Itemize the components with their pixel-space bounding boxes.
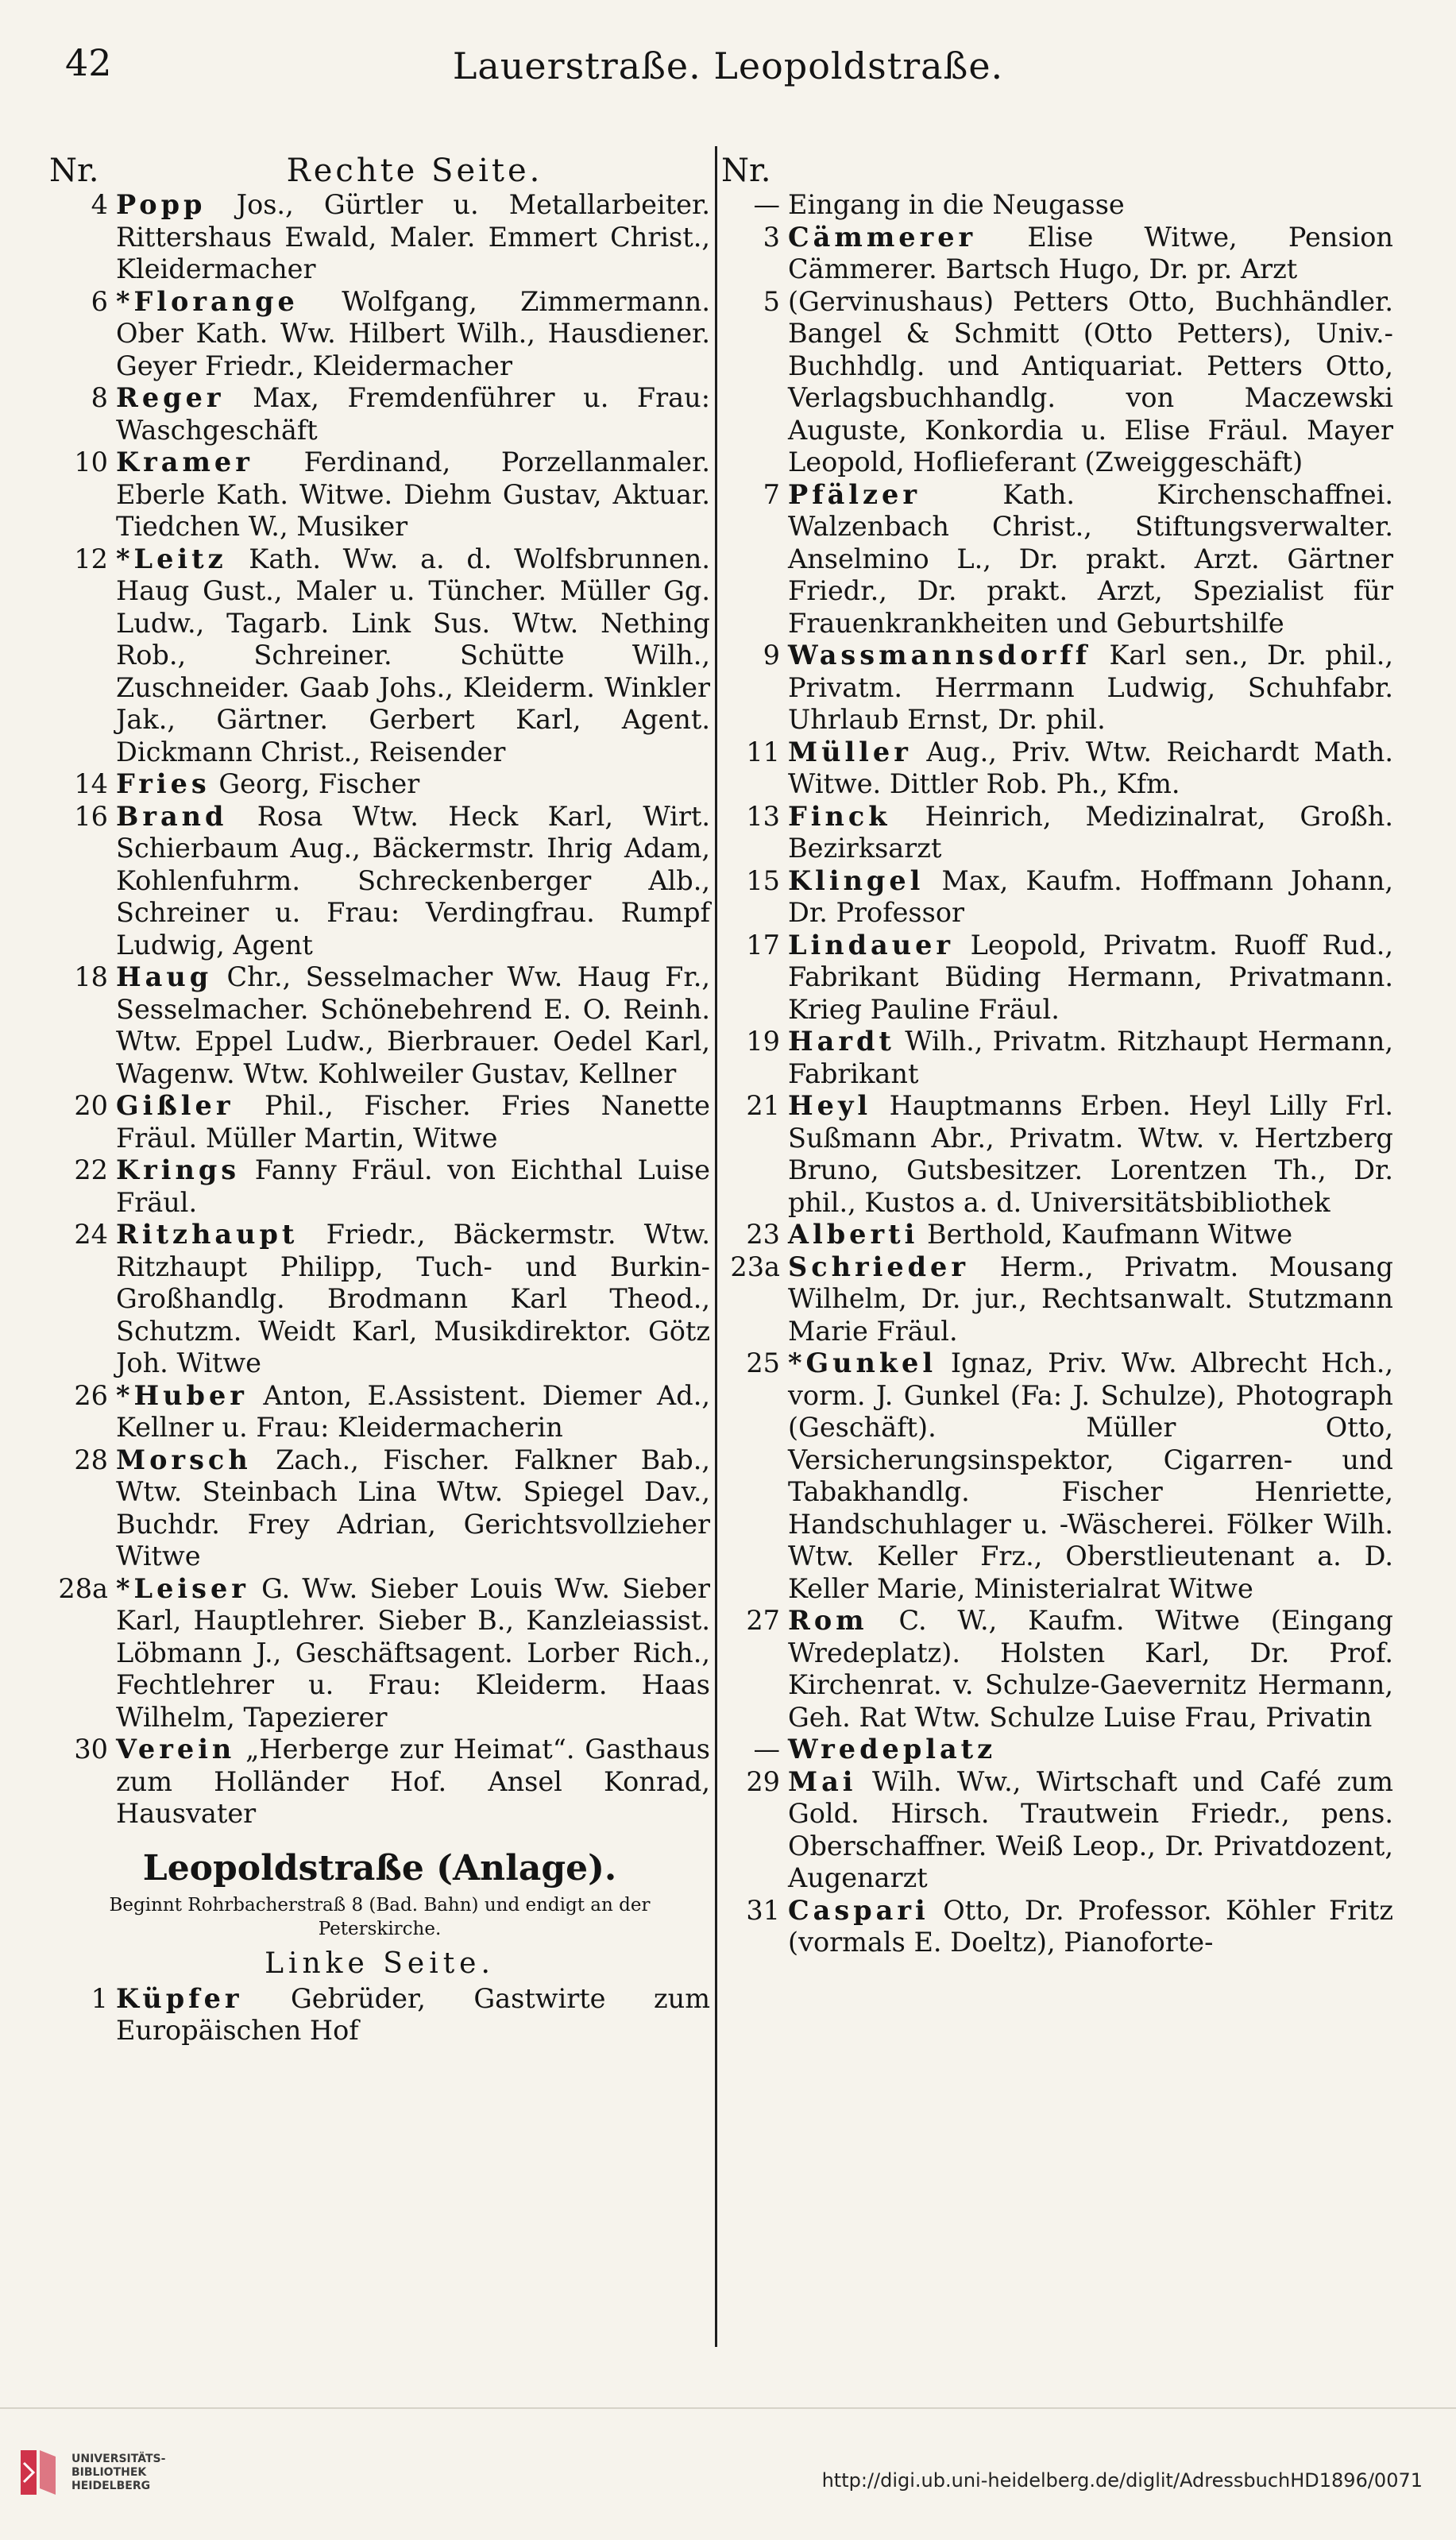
directory-entry (49, 286, 710, 383)
entry-text (116, 382, 710, 447)
entry-text (788, 1026, 1393, 1090)
directory-entry (49, 1734, 710, 1831)
entry-text (116, 1154, 710, 1219)
resident-name: Wredeplatz (788, 1734, 997, 1765)
entry-text (788, 1251, 1393, 1348)
resident-name: Rom (788, 1605, 868, 1636)
page-number: 42 (65, 41, 112, 84)
house-number: 16 (74, 800, 108, 832)
directory-entry (49, 382, 710, 447)
entry-list (49, 1983, 710, 2047)
directory-entry (49, 1573, 710, 1734)
entry-details: Chr., Sesselmacher Ww. Haug Fr., Sesselmacher. Schönebehrend E. O. Reinh. Wtw. Eppel Ludw., Bierbrauer. Oedel Karl, Wagenw. Wtw. Kohlweiler Gustav, Kellner (116, 961, 710, 1089)
house-number: 7 (763, 478, 780, 510)
entry-text (116, 543, 710, 769)
directory-entry (721, 1026, 1393, 1090)
nr-label: Nr. (49, 153, 99, 189)
entry-details: Aug., Priv. Wtw. Reichardt Math. Witwe. Dittler Rob. Ph., Kfm. (788, 736, 1393, 799)
resident-name: Brand (116, 800, 228, 832)
resident-name: Schrieder (788, 1251, 970, 1282)
entry-details: Herm., Privatm. Mousang Wilhelm, Dr. jur., Rechtsanwalt. Stutzmann Marie Fräul. (788, 1251, 1393, 1347)
entry-text (116, 801, 710, 962)
left-column-header (49, 141, 710, 189)
resident-name: Kramer (116, 447, 253, 477)
directory-entry (49, 1380, 710, 1444)
entry-text (116, 189, 710, 286)
entry-text (788, 865, 1393, 930)
house-number: 4 (91, 189, 108, 220)
running-head: Lauerstraße. Leopoldstraße. (452, 44, 1004, 87)
house-number: 28a (58, 1572, 108, 1604)
directory-entry (721, 930, 1393, 1026)
house-number: 18 (74, 961, 108, 992)
entry-text (788, 640, 1393, 736)
directory-entry (49, 768, 710, 801)
entry-details: Elise Witwe, Pension Cämmerer. Bartsch Hugo, Dr. pr. Arzt (788, 221, 1393, 284)
house-number: 8 (91, 382, 108, 413)
resident-name: Klingel (788, 864, 925, 896)
entry-text (788, 1895, 1393, 1959)
directory-entry (49, 1154, 710, 1219)
entry-details: Max, Fremdenführer u. Frau: Waschgeschäft (116, 382, 710, 446)
directory-entry (49, 961, 710, 1090)
entry-text (116, 961, 710, 1090)
directory-entry (49, 1983, 710, 2047)
resident-name: *Gunkel (788, 1347, 937, 1378)
entry-details: (Gervinushaus) Petters Otto, Buchhändler. Bangel & Schmitt (Otto Petters), Univ.-Buchhdlg. und Antiquariat. Petters Otto, Verlagsbuchhandlg. von Maczewski Auguste, Konkordia u. Elise Fräul. Mayer Leopold, Hoflieferant (Zweiggeschäft) (788, 285, 1393, 477)
house-number: 30 (74, 1734, 108, 1765)
resident-name: Alberti (788, 1219, 919, 1250)
entry-text (788, 1090, 1393, 1219)
entry-text (116, 1380, 710, 1444)
entry-details: Karl sen., Dr. phil., Privatm. Herrmann Ludwig, Schuhfabr. Uhrlaub Ernst, Dr. phil. (788, 640, 1393, 735)
resident-name: Reger (116, 382, 225, 413)
entry-details: Phil., Fischer. Fries Nanette Fräul. Müller Martin, Witwe (116, 1090, 710, 1154)
house-number: 19 (746, 1026, 780, 1057)
house-number: 15 (746, 864, 780, 896)
entry-details: Rosa Wtw. Heck Karl, Wirt. Schierbaum Aug., Bäckermstr. Ihrig Adam, Kohlenfuhrm. Schreckenberger Alb., Schreiner u. Frau: Verdingfrau. Rumpf Ludwig, Agent (116, 800, 710, 961)
entry-details: Gebrüder, Gastwirte zum Europäischen Hof (116, 1982, 710, 2046)
house-number: 22 (74, 1154, 108, 1185)
entry-details: Zach., Fischer. Falkner Bab., Wtw. Steinbach Lina Wtw. Spiegel Dav., Buchdr. Frey Adrian, Gerichtsvollzieher Witwe (116, 1444, 710, 1572)
entry-details: Ferdinand, Porzellanmaler. Eberle Kath. Witwe. Diehm Gustav, Aktuar. Tiedchen W., Musiker (116, 447, 710, 542)
house-number: 24 (74, 1219, 108, 1250)
entry-details: Ignaz, Priv. Ww. Albrecht Hch., vorm. J. Gunkel (Fa: J. Schulze), Photograph (Geschäft). Müller Otto, Versicherungsinspektor, Cigarren- und Tabakhandlg. Fischer Henriette, Handschuhlager u. -Wäscherei. Fölker Wilh. Wtw. Keller Frz., Oberstlieutenant a. D. Keller Marie, Ministerialrat Witwe (788, 1347, 1393, 1604)
directory-entry (721, 222, 1393, 286)
entry-details: G. Ww. Sieber Louis Ww. Sieber Karl, Hauptlehrer. Sieber B., Kanzleiassist. Löbmann J., Geschäftsagent. Lorber Rich., Fechtlehrer u. Frau: Kleiderm. Haas Wilhelm, Tapezierer (116, 1572, 710, 1733)
resident-name: *Florange (116, 285, 299, 317)
house-number: 3 (763, 221, 780, 253)
directory-entry (721, 1347, 1393, 1605)
house-number: 29 (746, 1765, 780, 1797)
directory-entry (49, 1444, 710, 1573)
entry-text (788, 286, 1393, 479)
directory-entry (721, 865, 1393, 930)
house-number: 1 (91, 1982, 108, 2014)
entry-text (788, 1347, 1393, 1605)
directory-entry (721, 286, 1393, 479)
entry-text (116, 1090, 710, 1154)
entry-details: Kath. Ww. a. d. Wolfsbrunnen. Haug Gust., Maler u. Tüncher. Müller Gg. Ludw., Tagarb. Link Sus. Wtw. Nething Rob., Schreiner. Schütte Wilh., Zuschneider. Gaab Johs., Kleiderm. Winkler Jak., Gärtner. Gerbert Karl, Agent. Dickmann Christ., Reisender (116, 543, 710, 767)
entry-text (788, 189, 1393, 222)
directory-entry (721, 1251, 1393, 1348)
entry-text (116, 1219, 710, 1380)
directory-entry (49, 447, 710, 543)
resident-name: Ritzhaupt (116, 1219, 299, 1250)
resident-name: Lindauer (788, 929, 955, 961)
entry-details: Kath. Kirchenschaffnei. Walzenbach Christ., Stiftungsverwalter. Anselmino L., Dr. prakt. Arzt. Gärtner Friedr., Dr. prakt. Arzt, Spezialist für Frauenkrankheiten und Geburtshilfe (788, 478, 1393, 639)
resident-name: Finck (788, 800, 891, 832)
side-heading: Rechte Seite. (286, 153, 543, 189)
entry-details: Jos., Gürtler u. Metallarbeiter. Rittershaus Ewald, Maler. Emmert Christ., Kleidermacher (116, 189, 710, 284)
house-number: 14 (74, 768, 108, 799)
resident-name: *Leiser (116, 1572, 249, 1604)
right-column-header (721, 141, 1393, 189)
right-column (721, 141, 1393, 1959)
house-number: 27 (746, 1605, 780, 1636)
entry-text (116, 1983, 710, 2047)
entry-details: Fanny Fräul. von Eichthal Luise Fräul. (116, 1154, 711, 1218)
house-number: 10 (74, 447, 108, 477)
entry-details: Otto, Dr. Professor. Köhler Fritz (vormals E. Doeltz), Pianoforte- (788, 1894, 1393, 1958)
house-number: 5 (763, 285, 780, 317)
entry-details: Leopold, Privatm. Ruoff Rud., Fabrikant Büding Hermann, Privatmann. Krieg Pauline Fräul. (788, 929, 1393, 1025)
house-number: 17 (746, 929, 780, 961)
resident-name: Popp (116, 189, 207, 220)
entry-details: Berthold, Kaufmann Witwe (926, 1219, 1293, 1250)
house-number: 23 (746, 1219, 780, 1250)
directory-entry (721, 1090, 1393, 1219)
directory-entry (721, 801, 1393, 865)
directory-entry (721, 1766, 1393, 1895)
resident-name: *Leitz (116, 543, 227, 574)
street-note: Beginnt Rohrbacherstraß 8 (Bad. Bahn) und endigt an der Peterskirche. (109, 1894, 651, 1939)
resident-name: Krings (116, 1154, 241, 1185)
nr-label: Nr. (721, 153, 771, 189)
left-column (49, 141, 710, 2047)
entry-details: Wolfgang, Zimmermann. Ober Kath. Ww. Hilbert Wilh., Hausdiener. Geyer Friedr., Kleidermacher (116, 285, 710, 381)
entry-details: Wilh., Privatm. Ritzhaupt Hermann, Fabrikant (788, 1026, 1393, 1089)
resident-name: Caspari (788, 1894, 929, 1926)
library-logo-text (71, 2453, 165, 2493)
entry-details: Wilh. Ww., Wirtschaft und Café zum Gold. Hirsch. Trautwein Friedr., pens. Oberschaffner. Weiß Leop., Dr. Privatdozent, Augenarzt (788, 1765, 1394, 1893)
resident-name: Küpfer (116, 1982, 243, 2014)
directory-entry (721, 479, 1393, 640)
resident-name: Pfälzer (788, 478, 921, 510)
directory-entry (49, 1219, 710, 1380)
house-number: 11 (746, 736, 780, 767)
entry-details: C. W., Kaufm. Witwe (Eingang Wredeplatz). Holsten Karl, Dr. Prof. Kirchenrat. v. Schulze-Gaevernitz Hermann, Geh. Rat Wtw. Schulze Luise Frau, Privatin (788, 1605, 1394, 1733)
library-logo (16, 2447, 165, 2498)
entry-text (788, 1219, 1393, 1251)
library-logo-icon (16, 2447, 60, 2498)
entry-details: Max, Kaufm. Hoffmann Johann, Dr. Professor (788, 864, 1394, 928)
directory-entry (721, 1605, 1393, 1734)
house-number: 6 (91, 285, 108, 317)
entry-details: Hauptmanns Erben. Heyl Lilly Frl. Sußmann Abr., Privatm. Wtw. v. Hertzberg Bruno, Gutsbesitzer. Lorentzen Th., Dr. phil., Kustos a. d. Universitätsbibliothek (788, 1090, 1393, 1218)
resident-name: Mai (788, 1765, 857, 1797)
entry-text (788, 736, 1393, 801)
resident-name: Morsch (116, 1444, 252, 1475)
entry-text (116, 1734, 710, 1831)
directory-entry (721, 1895, 1393, 1959)
house-number: 21 (746, 1090, 780, 1121)
entry-list (721, 189, 1393, 1959)
entry-text (788, 801, 1393, 865)
entry-text (116, 1573, 710, 1734)
directory-entry (49, 1090, 710, 1154)
directory-entry (721, 736, 1393, 801)
entry-text (116, 286, 710, 383)
logo-line: BIBLIOTHEK (71, 2465, 147, 2479)
house-number: 26 (74, 1379, 108, 1411)
house-number: 12 (74, 543, 108, 574)
directory-entry (49, 801, 710, 962)
house-number: — (753, 1734, 780, 1765)
entry-text (788, 1605, 1393, 1734)
footer-rule (0, 2407, 1456, 2409)
resident-name: Haug (116, 961, 213, 992)
entry-details: Georg, Fischer (218, 768, 420, 799)
house-number: 31 (746, 1894, 780, 1926)
entry-text (116, 1444, 710, 1573)
resident-name: *Huber (116, 1379, 248, 1411)
house-number: 25 (746, 1347, 780, 1378)
logo-line: HEIDELBERG (71, 2479, 151, 2492)
house-number: 23a (730, 1251, 780, 1282)
entry-text (116, 768, 710, 801)
resident-name: Hardt (788, 1026, 895, 1057)
house-number: 9 (763, 640, 780, 671)
house-number: 13 (746, 800, 780, 832)
directory-entry (721, 640, 1393, 736)
logo-line: UNIVERSITÄTS- (71, 2452, 166, 2465)
directory-entry (721, 189, 1393, 222)
directory-entry (721, 1219, 1393, 1251)
entry-list (49, 189, 710, 1831)
house-number: 28 (74, 1444, 108, 1475)
entry-text (788, 1734, 1393, 1766)
source-url[interactable]: http://digi.ub.uni-heidelberg.de/diglit/AdressbuchHD1896/0071 (821, 2469, 1423, 2492)
directory-entry (721, 1734, 1393, 1766)
resident-name: Cämmerer (788, 221, 977, 253)
resident-name: Verein (116, 1734, 236, 1765)
entry-details: „Herberge zur Heimat“. Gasthaus zum Holländer Hof. Ansel Konrad, Hausvater (116, 1734, 710, 1829)
directory-entry (49, 189, 710, 286)
resident-name: Gißler (116, 1090, 234, 1121)
house-number: 20 (74, 1090, 108, 1121)
resident-name: Fries (116, 768, 210, 799)
entry-text (116, 447, 710, 543)
entry-details: Eingang in die Neugasse (788, 189, 1125, 220)
entry-text (788, 1766, 1393, 1895)
entry-text (788, 222, 1393, 286)
house-number: — (753, 189, 780, 220)
resident-name: Müller (788, 736, 912, 767)
column-divider (715, 146, 717, 2347)
entry-details: Anton, E.Assistent. Diemer Ad., Kellner u. Frau: Kleidermacherin (116, 1379, 710, 1443)
directory-entry (49, 543, 710, 769)
entry-text (788, 479, 1393, 640)
entry-text (788, 930, 1393, 1026)
side-heading-linke: Linke Seite. (265, 1947, 495, 1980)
entry-details: Friedr., Bäckermstr. Wtw. Ritzhaupt Philipp, Tuch- und Burkin-Großhandlg. Brodmann Karl Theod., Schutzm. Weidt Karl, Musikdirektor. Götz Joh. Witwe (116, 1219, 710, 1378)
entry-details: Heinrich, Medizinalrat, Großh. Bezirksarzt (788, 800, 1393, 864)
resident-name: Wassmannsdorff (788, 640, 1091, 671)
resident-name: Heyl (788, 1090, 872, 1121)
street-title: Leopoldstraße (Anlage). (142, 1847, 617, 1889)
